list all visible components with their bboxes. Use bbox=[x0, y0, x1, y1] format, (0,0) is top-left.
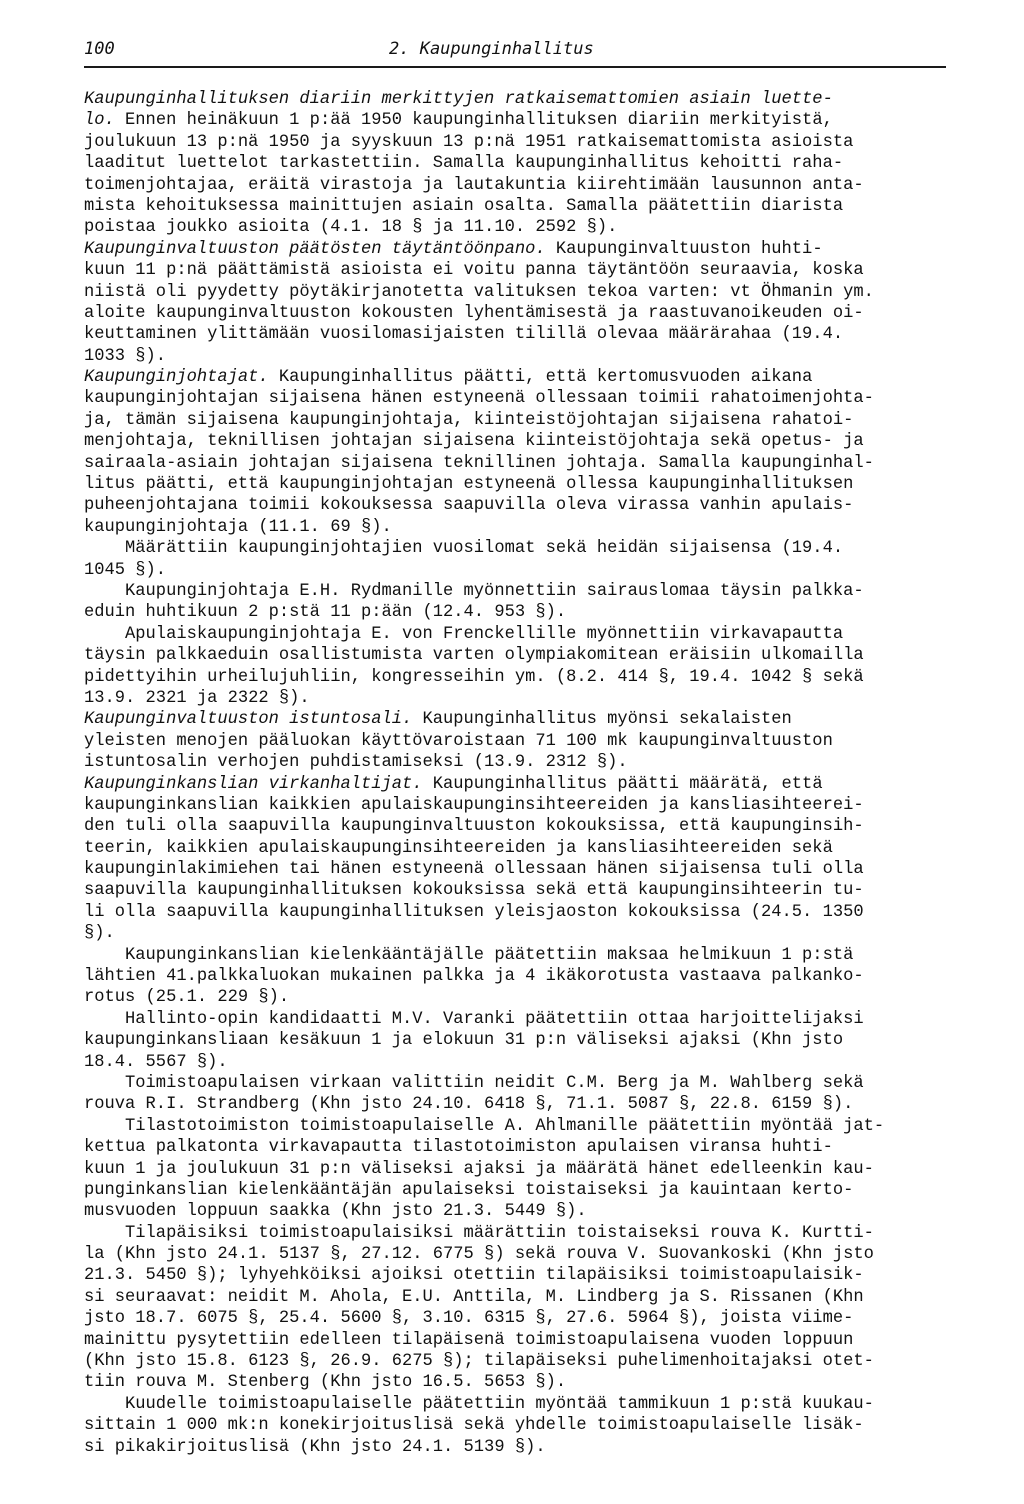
text-line bbox=[84, 880, 974, 901]
text-line bbox=[84, 367, 974, 388]
line-text: Kaupunginhallitus päätti määrätä, että bbox=[422, 774, 823, 794]
text-line bbox=[84, 709, 974, 730]
running-title: 2. Kaupunginhallitus bbox=[389, 39, 594, 59]
line-text: kettua palkatonta virkavapautta tilastotoimiston apulaisen viransa huhti- bbox=[84, 1138, 833, 1158]
line-text: sittain 1 000 mk:n konekirjoituslisä sekä yhdelle toimistoapulaiselle lisäk- bbox=[84, 1416, 864, 1436]
text-line bbox=[84, 1223, 974, 1244]
text-line bbox=[84, 324, 974, 345]
text-line bbox=[84, 89, 974, 110]
text-line bbox=[84, 1265, 974, 1286]
line-text: Määrättiin kaupunginjohtajien vuosilomat sekä heidän sijaisensa (19.4. bbox=[84, 539, 844, 559]
text-line bbox=[84, 239, 974, 260]
page-header bbox=[84, 38, 946, 68]
text-line bbox=[84, 1137, 974, 1158]
line-text: musvuoden loppuun saakka (Khn jsto 21.3. 5449 §). bbox=[84, 1202, 587, 1222]
text-line bbox=[84, 731, 974, 752]
text-line bbox=[84, 1351, 974, 1372]
line-text: 21.3. 5450 §); lyhyehköiksi ajoiksi otettiin tilapäisiksi toimistoapulaisik- bbox=[84, 1266, 864, 1286]
line-text: den tuli olla saapuvilla kaupunginvaltuuston kokouksissa, että kaupunginsih- bbox=[84, 817, 864, 837]
text-line bbox=[84, 474, 974, 495]
line-text: jsto 18.7. 6075 §, 25.4. 5600 §, 3.10. 6315 §, 27.6. 5964 §), joista viime- bbox=[84, 1309, 854, 1329]
text-line bbox=[84, 346, 974, 367]
text-line bbox=[84, 153, 974, 174]
text-line bbox=[84, 453, 974, 474]
line-text: ja, tämän sijaisena kaupunginjohtaja, kiinteistöjohtajan sijaisena rahatoi- bbox=[84, 410, 854, 430]
line-text: menjohtaja, teknillisen johtajan sijaisena kiinteistöjohtaja sekä opetus- ja bbox=[84, 432, 864, 452]
text-line bbox=[84, 902, 974, 923]
text-line bbox=[84, 1073, 974, 1094]
section-heading: Kaupunginkanslian virkanhaltijat. bbox=[84, 774, 423, 794]
line-text: Ennen heinäkuun 1 p:ää 1950 kaupunginhallituksen diariin merkityistä, bbox=[114, 111, 833, 131]
line-text: kuun 1 ja joulukuun 31 p:n väliseksi ajaksi ja määrätä hänet edelleenkin kau- bbox=[84, 1159, 874, 1179]
line-text: eduin huhtikuun 2 p:stä 11 p:ään (12.4. 953 §). bbox=[84, 603, 567, 623]
line-text: täysin palkkaeduin osallistumista varten olympiakomitean eräisiin ulkomailla bbox=[84, 646, 864, 666]
text-line bbox=[84, 1415, 974, 1436]
line-text: Apulaiskaupunginjohtaja E. von Frenckellille myönnettiin virkavapautta bbox=[84, 624, 844, 644]
text-line bbox=[84, 560, 974, 581]
line-text: 1033 §). bbox=[84, 346, 167, 366]
line-text: Toimistoapulaisen virkaan valittiin neidit C.M. Berg ja M. Wahlberg sekä bbox=[84, 1073, 864, 1093]
line-text: kaupunginkansliaan kesäkuun 1 ja elokuun 31 p:n väliseksi ajaksi (Khn jsto bbox=[84, 1031, 844, 1051]
line-text: rouva R.I. Strandberg (Khn jsto 24.10. 6418 §, 71.1. 5087 §, 22.8. 6159 §). bbox=[84, 1095, 854, 1115]
line-text: Kaupunginjohtaja E.H. Rydmanille myönnettiin sairauslomaa täysin palkka- bbox=[84, 581, 864, 601]
line-text: istuntosalin verhojen puhdistamiseksi (13.9. 2312 §). bbox=[84, 753, 628, 773]
text-line bbox=[84, 303, 974, 324]
line-text: (Khn jsto 15.8. 6123 §, 26.9. 6275 §); tilapäiseksi puhelimenhoitajaksi otet- bbox=[84, 1352, 874, 1372]
text-line bbox=[84, 410, 974, 431]
text-line bbox=[84, 688, 974, 709]
text-line bbox=[84, 1244, 974, 1265]
text-line bbox=[84, 1308, 974, 1329]
text-line bbox=[84, 774, 974, 795]
line-text: 13.9. 2321 ja 2322 §). bbox=[84, 688, 310, 708]
line-text: 18.4. 5567 §). bbox=[84, 1052, 228, 1072]
text-line bbox=[84, 1094, 974, 1115]
line-text: lähtien 41.palkkaluokan mukainen palkka ja 4 ikäkorotusta vastaava palkanko- bbox=[84, 967, 864, 987]
line-text: 1045 §). bbox=[84, 560, 167, 580]
line-text: teerin, kaikkien apulaiskaupunginsihteereiden ja kansliasihteereiden sekä bbox=[84, 838, 833, 858]
line-text: keuttaminen ylittämään vuosilomasijaisten tilillä olevaa määrärahaa (19.4. bbox=[84, 325, 844, 345]
line-text: kaupunginjohtajan sijaisena hänen estyneenä ollessaan toimii rahatoimenjohta- bbox=[84, 389, 874, 409]
line-text: si seuraavat: neidit M. Ahola, E.U. Anttila, M. Lindberg ja S. Rissanen (Khn bbox=[84, 1287, 864, 1307]
line-text: litus päätti, että kaupunginjohtajan estyneenä ollessa kaupunginhallituksen bbox=[84, 475, 854, 495]
text-line bbox=[84, 602, 974, 623]
text-line bbox=[84, 282, 974, 303]
line-text: kaupunginkanslian kaikkien apulaiskaupunginsihteereiden ja kansliasihteerei- bbox=[84, 795, 864, 815]
line-text: kaupunginjohtaja (11.1. 69 §). bbox=[84, 517, 392, 537]
line-text: Kaupunginkanslian kielenkääntäjälle päätettiin maksaa helmikuun 1 p:stä bbox=[84, 945, 854, 965]
section-heading: Kaupunginhallituksen diariin merkittyjen ratkaisemattomien asiain luette- bbox=[84, 90, 833, 109]
line-text: Tilapäisiksi toimistoapulaisiksi määrättiin toistaiseksi rouva K. Kurtti- bbox=[84, 1223, 874, 1243]
text-line bbox=[84, 1372, 974, 1393]
line-text: mista kehoituksessa mainittujen asiain osalta. Samalla päätettiin diarista bbox=[84, 196, 844, 216]
text-line bbox=[84, 175, 974, 196]
text-line bbox=[84, 1394, 974, 1415]
text-line bbox=[84, 217, 974, 238]
line-text: Kaupunginhallitus myönsi sekalaisten bbox=[412, 710, 792, 730]
line-text: Kuudelle toimistoapulaiselle päätettiin myöntää tammikuun 1 p:stä kuukau- bbox=[84, 1394, 874, 1414]
text-line bbox=[84, 752, 974, 773]
text-line bbox=[84, 1159, 974, 1180]
line-text: yleisten menojen pääluokan käyttövaroistaan 71 100 mk kaupunginvaltuuston bbox=[84, 731, 833, 751]
page-number: 100 bbox=[84, 39, 115, 59]
text-line bbox=[84, 859, 974, 880]
line-text: §). bbox=[84, 924, 115, 944]
line-text: puheenjohtajana toimii kokouksessa saapuvilla oleva virassa vanhin apulais- bbox=[84, 496, 854, 516]
text-line bbox=[84, 517, 974, 538]
line-text: kuun 11 p:nä päättämistä asioista ei voitu panna täytäntöön seuraavia, koska bbox=[84, 261, 864, 281]
text-line bbox=[84, 1330, 974, 1351]
text-line bbox=[84, 624, 974, 645]
line-text: Kaupunginhallitus päätti, että kertomusvuoden aikana bbox=[268, 368, 813, 388]
line-text: pidettyihin urheilujuhliin, kongresseihin ym. (8.2. 414 §, 19.4. 1042 § sekä bbox=[84, 667, 864, 687]
text-line bbox=[84, 1437, 974, 1458]
line-text: sairaala-asiain johtajan sijaisena teknillinen johtaja. Samalla kaupunginhal- bbox=[84, 453, 874, 473]
text-line bbox=[84, 132, 974, 153]
text-line bbox=[84, 1287, 974, 1308]
line-text: niistä oli pyydetty pöytäkirjanotetta valituksen tekoa varten: vt Öhmanin ym. bbox=[84, 282, 874, 302]
text-line bbox=[84, 388, 974, 409]
text-line bbox=[84, 1180, 974, 1201]
text-line bbox=[84, 816, 974, 837]
text-line bbox=[84, 495, 974, 516]
text-line bbox=[84, 667, 974, 688]
line-text: joulukuun 13 p:nä 1950 ja syyskuun 13 p:nä 1951 ratkaisemattomista asioista bbox=[84, 132, 854, 152]
text-line bbox=[84, 196, 974, 217]
line-text: laaditut luettelot tarkastettiin. Samalla kaupunginhallitus kehoitti raha- bbox=[84, 154, 844, 174]
line-text: saapuvilla kaupunginhallituksen kokouksissa sekä että kaupunginsihteerin tu- bbox=[84, 881, 864, 901]
section-heading: Kaupunginjohtajat. bbox=[84, 368, 269, 388]
text-line bbox=[84, 1030, 974, 1051]
text-line bbox=[84, 945, 974, 966]
section-heading: Kaupunginvaltuuston istuntosali. bbox=[84, 710, 413, 730]
line-text: punginkanslian kielenkääntäjän apulaiseksi toistaiseksi ja kauintaan kerto- bbox=[84, 1180, 854, 1200]
text-line bbox=[84, 923, 974, 944]
line-text: Tilastotoimiston toimistoapulaiselle A. Ahlmanille päätettiin myöntää jat- bbox=[84, 1116, 885, 1136]
line-text: rotus (25.1. 229 §). bbox=[84, 988, 290, 1008]
section-heading: Kaupunginvaltuuston päätösten täytäntöönpano. bbox=[84, 239, 546, 259]
line-text: toimenjohtajaa, eräitä virastoja ja lautakuntia kiirehtimään lausunnon anta- bbox=[84, 175, 864, 195]
text-line bbox=[84, 795, 974, 816]
text-line bbox=[84, 1201, 974, 1222]
line-text: la (Khn jsto 24.1. 5137 §, 27.12. 6775 §) sekä rouva V. Suovankoski (Khn jsto bbox=[84, 1245, 874, 1265]
line-text: li olla saapuvilla kaupunginhallituksen yleisjaoston kokouksissa (24.5. 1350 bbox=[84, 902, 864, 922]
text-line bbox=[84, 987, 974, 1008]
text-line bbox=[84, 1116, 974, 1137]
text-line bbox=[84, 838, 974, 859]
text-line bbox=[84, 538, 974, 559]
text-line bbox=[84, 1052, 974, 1073]
section-heading: lo. bbox=[84, 111, 115, 131]
text-line bbox=[84, 260, 974, 281]
line-text: Hallinto-opin kandidaatti M.V. Varanki päätettiin ottaa harjoittelijaksi bbox=[84, 1009, 864, 1029]
line-text: si pikakirjoituslisä (Khn jsto 24.1. 5139 §). bbox=[84, 1437, 546, 1457]
line-text: aloite kaupunginvaltuuston kokousten lyhentämisestä ja raastuvanoikeuden oi- bbox=[84, 303, 864, 323]
line-text: mainittu pysytettiin edelleen tilapäisenä toimistoapulaisena vuoden loppuun bbox=[84, 1330, 854, 1350]
line-text: tiin rouva M. Stenberg (Khn jsto 16.5. 5653 §). bbox=[84, 1373, 567, 1393]
text-line bbox=[84, 431, 974, 452]
line-text: kaupunginlakimiehen tai hänen estyneenä ollessaan hänen sijaisensa tuli olla bbox=[84, 860, 864, 880]
text-line bbox=[84, 645, 974, 666]
line-text: poistaa joukko asioita (4.1. 18 § ja 11.10. 2592 §). bbox=[84, 218, 618, 238]
document-body bbox=[84, 89, 974, 1458]
text-line bbox=[84, 110, 974, 131]
text-line bbox=[84, 966, 974, 987]
text-line bbox=[84, 1009, 974, 1030]
text-line bbox=[84, 581, 974, 602]
line-text: Kaupunginvaltuuston huhti- bbox=[545, 239, 823, 259]
